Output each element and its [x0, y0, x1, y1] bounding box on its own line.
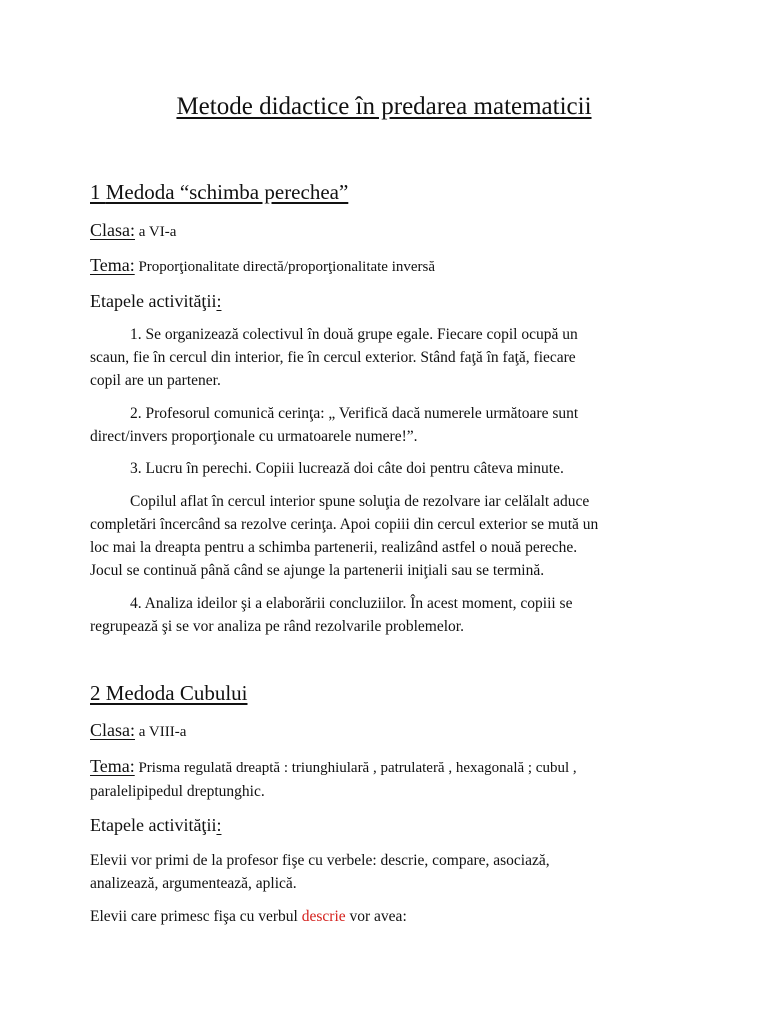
- paragraph-line: analizează, argumentează, aplică.: [90, 875, 297, 892]
- paragraph-line: completări încercând sa rezolve cerinţa. Apoi copiii din cercul exterior se mută un: [90, 516, 599, 533]
- section-1-clasa: [90, 220, 176, 241]
- section-1-paragraph-1: [90, 323, 578, 392]
- section-2-heading-text: 2 Medoda Cubului: [90, 681, 248, 705]
- etape-colon: :: [216, 815, 222, 835]
- tema-label: Tema:: [90, 255, 135, 275]
- section-1-heading-text: Medoda “schimba perechea”: [105, 180, 349, 204]
- etape-label: Etapele activităţii: [90, 815, 217, 835]
- paragraph-line: copil are un partener.: [90, 372, 221, 389]
- section-2-paragraph-2: [90, 905, 407, 928]
- section-1-heading-num: 1: [90, 180, 106, 204]
- clasa-value: a VIII-a: [135, 724, 187, 740]
- clasa-label: Clasa:: [90, 720, 135, 740]
- section-2-clasa: [90, 720, 186, 741]
- section-1-paragraph-3: [90, 457, 564, 480]
- section-1-paragraph-5: [90, 592, 572, 638]
- paragraph-line: scaun, fie în cercul din interior, fie în cercul exterior. Stând faţă în faţă, fiecare: [90, 349, 576, 366]
- clasa-value: a VI-a: [135, 224, 177, 240]
- paragraph-line: Elevii vor primi de la profesor fişe cu verbele: descrie, compare, asociază,: [90, 852, 550, 869]
- section-2-etape: [90, 815, 221, 836]
- section-1-paragraph-4: [90, 490, 598, 582]
- etape-label: Etapele activităţii: [90, 291, 217, 311]
- section-1-tema: [90, 255, 435, 276]
- section-2-tema: [90, 756, 577, 777]
- highlighted-verb: descrie: [301, 908, 346, 925]
- paragraph-line: regrupează şi se vor analiza pe rând rezolvarile problemelor.: [90, 618, 464, 635]
- section-1-heading: [90, 180, 348, 205]
- paragraph-line: 4. Analiza ideilor şi a elaborării concluziilor. În acest moment, copiii se: [130, 595, 573, 612]
- tema-value: Prisma regulată dreaptă : triunghiulară , patrulateră , hexagonală ; cubul ,: [134, 760, 577, 776]
- page-title: Metode didactice în predarea matematicii: [176, 93, 592, 120]
- paragraph-line: 2. Profesorul comunică cerinţa: „ Verifică dacă numerele următoare sunt: [130, 405, 579, 422]
- tema-label: Tema:: [90, 756, 135, 776]
- paragraph-text: Elevii care primesc fişa cu verbul: [90, 908, 302, 925]
- section-2-paragraph-1: [90, 849, 550, 895]
- section-2-heading: [90, 681, 248, 706]
- paragraph-line: Copilul aflat în cercul interior spune soluţia de rezolvare iar celălalt aduce: [130, 493, 590, 510]
- paragraph-line: 1. Se organizează colectivul în două grupe egale. Fiecare copil ocupă un: [130, 326, 578, 343]
- paragraph-text: vor avea:: [345, 908, 407, 925]
- etape-colon: :: [216, 291, 222, 311]
- paragraph-line: 3. Lucru în perechi. Copiii lucrează doi câte doi pentru câteva minute.: [130, 460, 564, 477]
- tema-value: Proporţionalitate directă/proporţionalitate inversă: [134, 259, 436, 275]
- section-1-paragraph-2: [90, 402, 578, 448]
- paragraph-line: Jocul se continuă până când se ajunge la partenerii iniţiali sau se termină.: [90, 562, 545, 579]
- paragraph-line: direct/invers proporţionale cu urmatoarele numere!”.: [90, 428, 418, 445]
- clasa-label: Clasa:: [90, 220, 135, 240]
- paragraph-line: loc mai la dreapta pentru a schimba partenerii, realizând astfel o nouă pereche.: [90, 539, 578, 556]
- section-2-tema-continuation: paralelipipedul dreptunghic.: [90, 783, 265, 800]
- section-1-etape: [90, 291, 221, 312]
